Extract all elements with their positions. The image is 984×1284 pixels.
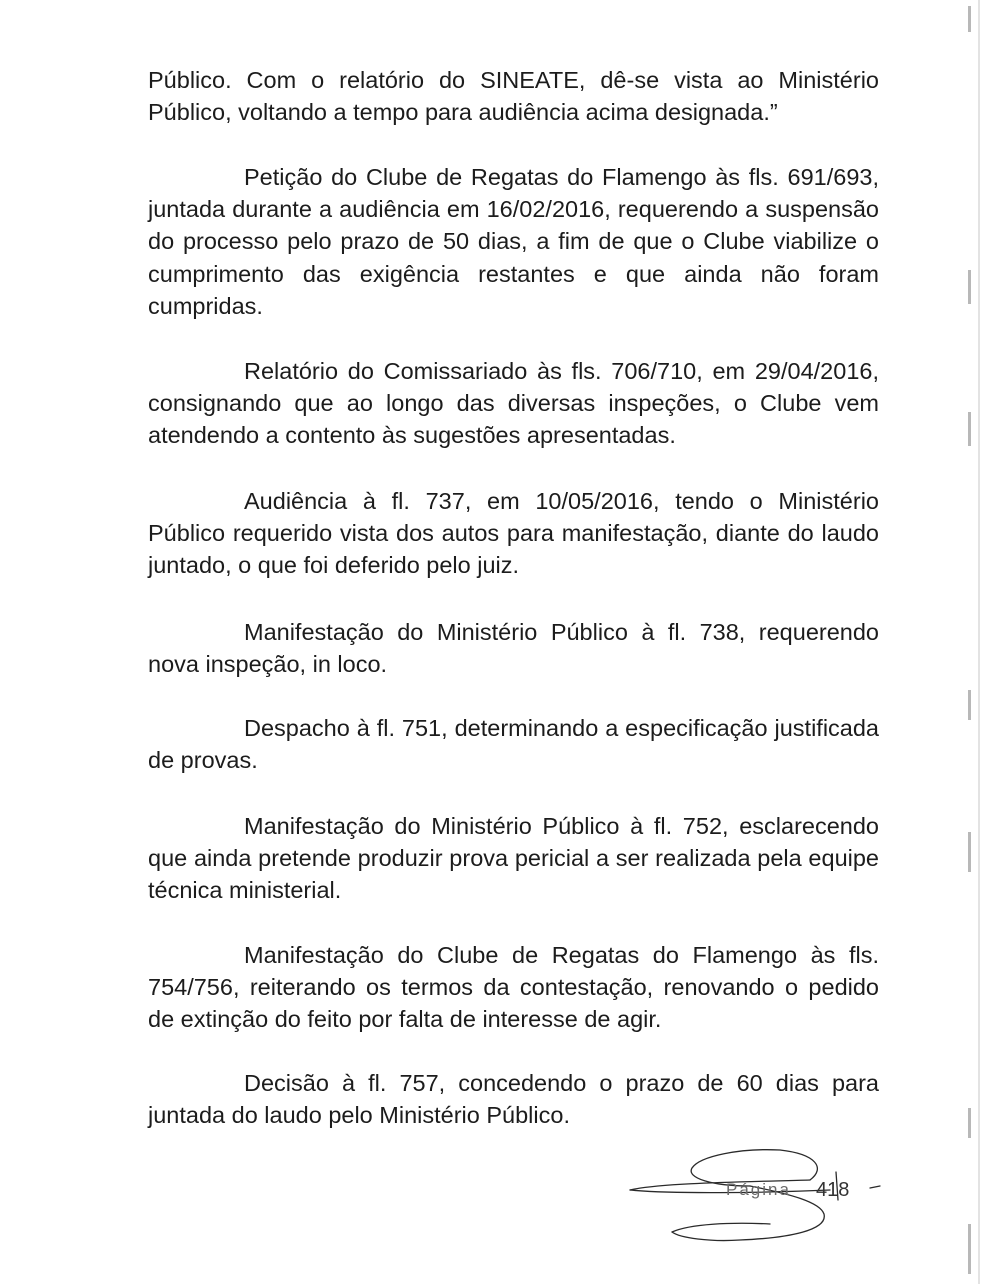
paragraph-manifestacao-flamengo: Manifestação do Clube de Regatas do Flamengo às fls. 754/756, reiterando os termos da contestação, renovando o pedido de extinção do feito por falta de interesse de agir. xyxy=(148,942,879,1033)
paragraph-decisao: Decisão à fl. 757, concedendo o prazo de 60 dias para juntada do laudo pelo Ministério Público. xyxy=(148,1070,879,1129)
handwritten-signature-icon xyxy=(620,1138,900,1258)
signature-and-page-number xyxy=(620,1138,900,1258)
paragraph-manifestacao-mp-738: Manifestação do Ministério Público à fl. 738, requerendo nova inspeção, in loco. xyxy=(148,619,879,678)
scan-edge-mark xyxy=(968,1224,971,1274)
scan-edge-mark xyxy=(968,690,971,720)
scan-edge-mark xyxy=(968,412,971,446)
paragraph-relatorio-comissariado: Relatório do Comissariado às fls. 706/710, em 29/04/2016, consignando que ao longo das diversas inspeções, o Clube vem atendendo a contento às sugestões apresentadas. xyxy=(148,358,879,449)
paragraph-audiencia: Audiência à fl. 737, em 10/05/2016, tendo o Ministério Público requerido vista dos autos para manifestação, diante do laudo juntado, o que foi deferido pelo juiz. xyxy=(148,488,879,579)
paragraph-continuation: Público. Com o relatório do SINEATE, dê-se vista ao Ministério Público, voltando a tempo para audiência acima designada.” xyxy=(148,67,879,126)
paragraph-manifestacao-mp-752: Manifestação do Ministério Público à fl. 752, esclarecendo que ainda pretende produzir prova pericial a ser realizada pela equipe técnica ministerial. xyxy=(148,813,879,904)
scan-edge-mark xyxy=(968,832,971,872)
scan-edge-mark xyxy=(968,6,971,32)
paragraph-despacho: Despacho à fl. 751, determinando a especificação justificada de provas. xyxy=(148,715,879,774)
page-number: 418 xyxy=(816,1179,850,1201)
scan-edge-line xyxy=(978,0,980,1284)
page-label: Página xyxy=(726,1180,791,1199)
paragraph-peticao-flamengo: Petição do Clube de Regatas do Flamengo às fls. 691/693, juntada durante a audiência em 16/02/2016, requerendo a suspensão do processo pelo prazo de 50 dias, a fim de que o Clube viabilize o cumprimento das exigência restantes e que ainda não foram cumpridas. xyxy=(148,164,879,319)
scan-edge-mark xyxy=(968,1108,971,1138)
scan-edge-mark xyxy=(968,270,971,304)
